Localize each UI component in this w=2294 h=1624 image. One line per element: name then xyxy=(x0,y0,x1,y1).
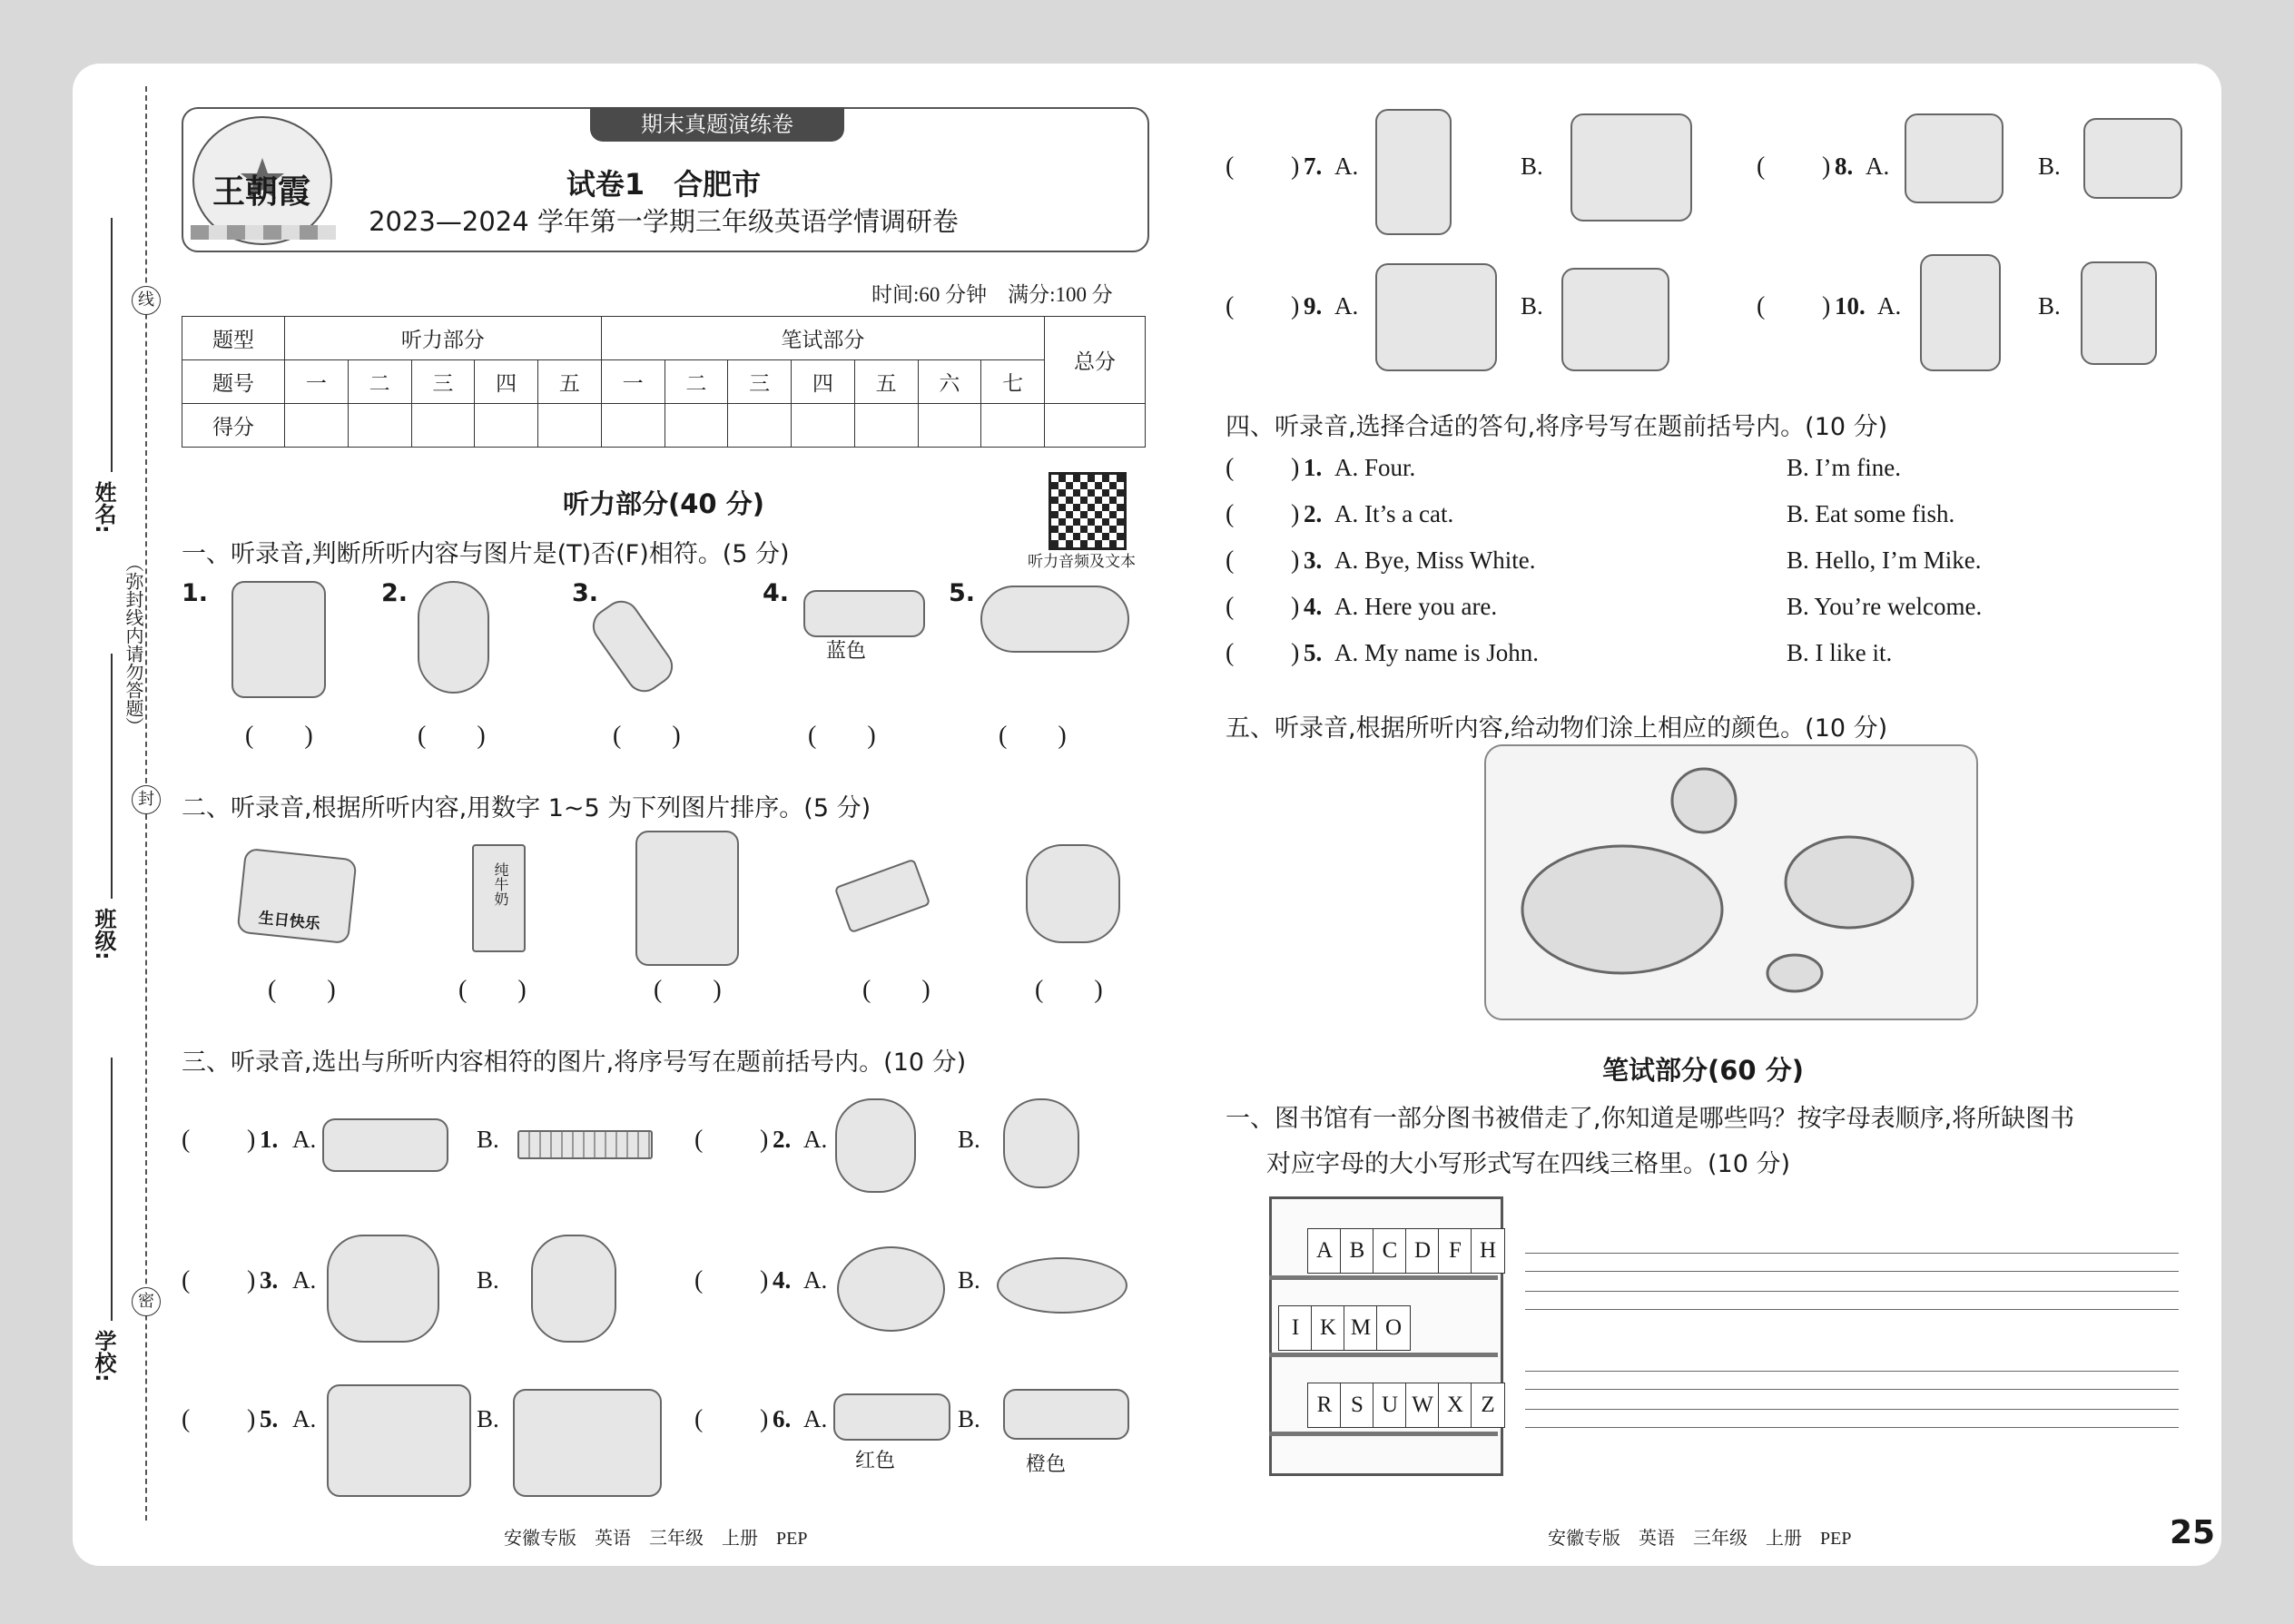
q2-answer-3[interactable]: ( ) xyxy=(654,976,722,1004)
book-letter: S xyxy=(1340,1383,1374,1428)
book-letter: I xyxy=(1278,1305,1313,1351)
q4-paren-open: ( xyxy=(1226,454,1235,482)
book-letter: U xyxy=(1373,1383,1407,1428)
seal-char-2: 封 xyxy=(132,785,161,814)
q3-b-label: B. xyxy=(477,1126,499,1153)
q4-paren-close[interactable]: ) xyxy=(1291,454,1300,482)
book-letter: R xyxy=(1307,1383,1342,1428)
q4-title: 四、听录音,选择合适的答句,将序号写在题前括号内。(10 分) xyxy=(1226,413,1888,441)
q3-num-8: 8. xyxy=(1835,153,1854,180)
book-letter: H xyxy=(1471,1228,1505,1274)
score-cell[interactable] xyxy=(854,404,918,448)
class-label: 班级: xyxy=(91,908,116,960)
table-header-type: 题型 xyxy=(182,317,285,360)
q3-paren-open: ( xyxy=(694,1126,704,1154)
q3-num-2: 2. xyxy=(773,1126,792,1153)
q1-num-2: 2. xyxy=(381,579,409,607)
q1-num-4: 4. xyxy=(763,579,790,607)
q3-b-label: B. xyxy=(477,1405,499,1432)
table-cell: 四 xyxy=(792,360,855,404)
q1-num-5: 5. xyxy=(949,579,976,607)
q4-paren-close[interactable]: ) xyxy=(1291,639,1300,667)
binding-note: （弥封线内请勿答题） xyxy=(123,554,144,735)
q3-paren-close[interactable]: ) xyxy=(247,1405,256,1433)
book-letter: D xyxy=(1405,1228,1440,1274)
q1-answer-4[interactable]: ( ) xyxy=(808,722,876,750)
q2-answer-5[interactable]: ( ) xyxy=(1035,976,1103,1004)
score-cell[interactable] xyxy=(728,404,792,448)
footer-right: 安徽专版 英语 三年级 上册 PEP xyxy=(1548,1529,1852,1549)
family-icon xyxy=(635,831,739,966)
q4-paren-open: ( xyxy=(1226,500,1235,528)
writing-line[interactable] xyxy=(1525,1409,2179,1410)
seal-char-1: 线 xyxy=(132,286,161,315)
q3-paren-open: ( xyxy=(694,1405,704,1433)
table-cell: 七 xyxy=(981,360,1045,404)
list-item xyxy=(1226,454,2188,500)
q3-paren-open: ( xyxy=(182,1405,191,1433)
shelf-board-2 xyxy=(1269,1353,1498,1357)
book-letter: B xyxy=(1340,1228,1374,1274)
q3-paren-open: ( xyxy=(1226,153,1235,181)
q3-b-label: B. xyxy=(477,1266,499,1294)
q3-title: 三、听录音,选出与所听内容相符的图片,将序号写在题前括号内。(10 分) xyxy=(182,1048,967,1077)
q4-num: 1. xyxy=(1304,454,1323,481)
number-eight-icon xyxy=(418,581,489,694)
w1-title-line1: 一、图书馆有一部分图书被借走了,你知道是哪些吗？按字母表顺序,将所缺图书 xyxy=(1226,1105,2075,1133)
girl-cake-icon xyxy=(1375,109,1452,235)
teacher-student-icon xyxy=(513,1389,662,1497)
writing-line[interactable] xyxy=(1525,1371,2179,1372)
table-cell: 一 xyxy=(285,360,349,404)
table-header-total: 总分 xyxy=(1045,317,1146,404)
q3-b-label: B. xyxy=(2038,292,2061,320)
pencil-box-icon xyxy=(322,1118,448,1172)
score-cell[interactable] xyxy=(918,404,981,448)
header-banner: 期末真题演练卷 xyxy=(590,107,844,142)
writing-heading: 笔试部分(60 分) xyxy=(1602,1055,1804,1086)
q3-b-label: B. xyxy=(1521,292,1543,320)
q4-option-a: A. Bye, Miss White. xyxy=(1334,546,1536,574)
q4-num: 4. xyxy=(1304,593,1323,620)
exam-title: 试卷1 合肥市 xyxy=(566,167,762,202)
q1-answer-5[interactable]: ( ) xyxy=(999,722,1067,750)
q3-num-10: 10. xyxy=(1835,292,1866,320)
book-letter: Z xyxy=(1471,1383,1505,1428)
q2-answer-4[interactable]: ( ) xyxy=(862,976,930,1004)
q3-num-4: 4. xyxy=(773,1266,792,1294)
list-item xyxy=(1226,500,2188,546)
birthday-cake-icon xyxy=(1905,113,2004,203)
table-row-label-num: 题号 xyxy=(182,360,285,404)
writing-line[interactable] xyxy=(1525,1271,2179,1272)
q3-paren-open: ( xyxy=(1757,292,1766,320)
q3-a-label: A. xyxy=(1866,153,1890,180)
q1-num-1: 1. xyxy=(182,579,209,607)
book-letter: X xyxy=(1438,1383,1472,1428)
kids-playing-icon xyxy=(1561,268,1669,371)
q3-a-label: A. xyxy=(803,1405,828,1432)
shelf-board-1 xyxy=(1269,1275,1498,1280)
score-cell[interactable] xyxy=(348,404,411,448)
q3-paren-open: ( xyxy=(694,1266,704,1294)
q3-paren-open: ( xyxy=(182,1126,191,1154)
q3-paren-close[interactable]: ) xyxy=(1822,153,1831,181)
table-header-writing: 笔试部分 xyxy=(601,317,1044,360)
q4-option-a: A. My name is John. xyxy=(1334,639,1539,666)
q3-b-label: B. xyxy=(2038,153,2061,180)
q3-a-label: A. xyxy=(1877,292,1902,320)
writing-line[interactable] xyxy=(1525,1389,2179,1390)
q3-paren-close[interactable]: ) xyxy=(1291,292,1300,320)
q3-num-1: 1. xyxy=(260,1126,279,1153)
paint-tube-icon xyxy=(833,1393,950,1441)
q3-a-label: A. xyxy=(292,1126,317,1153)
q3-paren-close[interactable]: ) xyxy=(1822,292,1831,320)
classroom-icon xyxy=(327,1384,471,1497)
q3-a-label: A. xyxy=(292,1266,317,1294)
name-line xyxy=(111,218,113,472)
girl-dancing-icon xyxy=(1920,254,2001,371)
monkey-icon xyxy=(1026,844,1120,943)
q3-paren-close[interactable]: ) xyxy=(247,1266,256,1294)
name-label: 姓名: xyxy=(91,481,116,534)
pizza-icon xyxy=(837,1246,945,1332)
book-letter: O xyxy=(1376,1305,1411,1351)
book-letter: M xyxy=(1344,1305,1378,1351)
q3-paren-open: ( xyxy=(182,1266,191,1294)
q3-paren-close[interactable]: ) xyxy=(1291,153,1300,181)
shelf-board-3 xyxy=(1269,1432,1498,1436)
family-sofa-icon xyxy=(1570,113,1692,221)
q3-paren-close[interactable]: ) xyxy=(760,1266,769,1294)
score-cell[interactable] xyxy=(601,404,665,448)
q3-paren-close[interactable]: ) xyxy=(760,1126,769,1154)
q3-paren-open: ( xyxy=(1757,153,1766,181)
q5-title: 五、听录音,根据所听内容,给动物们涂上相应的颜色。(10 分) xyxy=(1226,714,1888,743)
book-letter: F xyxy=(1438,1228,1472,1274)
q1-caption-blue: 蓝色 xyxy=(826,640,867,663)
q1-answer-1[interactable]: ( ) xyxy=(245,722,313,750)
page-number: 25 xyxy=(2170,1514,2216,1551)
writing-line[interactable] xyxy=(1525,1291,2179,1292)
q2-title: 二、听录音,根据所听内容,用数字 1~5 为下列图片排序。(5 分) xyxy=(182,794,871,822)
score-cell[interactable] xyxy=(411,404,475,448)
score-cell[interactable] xyxy=(1045,404,1146,448)
q4-option-a: A. It’s a cat. xyxy=(1334,500,1454,527)
q3-num-9: 9. xyxy=(1304,292,1323,320)
boy-icon xyxy=(231,581,326,698)
score-cell[interactable] xyxy=(792,404,855,448)
zoo-animals-icon xyxy=(1484,744,1978,1020)
q4-paren-open: ( xyxy=(1226,546,1235,575)
table-cell: 五 xyxy=(854,360,918,404)
q3-a-label: A. xyxy=(1334,292,1359,320)
q3-a-label: A. xyxy=(803,1126,828,1153)
paint-tube-icon xyxy=(1003,1389,1129,1440)
girl-face-icon xyxy=(835,1098,916,1193)
q3-caption-orange: 橙色 xyxy=(1026,1453,1067,1476)
q3-a-label: A. xyxy=(292,1405,317,1432)
q1-answer-3[interactable]: ( ) xyxy=(613,722,681,750)
paint-tube-icon xyxy=(803,590,925,637)
q4-paren-close[interactable]: ) xyxy=(1291,546,1300,575)
book-letter: A xyxy=(1307,1228,1342,1274)
class-line xyxy=(111,654,113,899)
q2-answer-2[interactable]: ( ) xyxy=(458,976,527,1004)
score-cell[interactable] xyxy=(475,404,538,448)
score-cell[interactable] xyxy=(665,404,728,448)
q4-paren-close[interactable]: ) xyxy=(1291,593,1300,621)
birthday-cake-icon xyxy=(2083,118,2182,199)
eggs-plate-icon xyxy=(997,1257,1127,1314)
book-letter: W xyxy=(1405,1383,1440,1428)
q3-paren-open: ( xyxy=(1226,292,1235,320)
book-letter: K xyxy=(1311,1305,1345,1351)
q4-option-b: B. Hello, I’m Mike. xyxy=(1787,546,1982,574)
q3-num-5: 5. xyxy=(260,1405,279,1432)
q4-num: 2. xyxy=(1304,500,1323,527)
q4-paren-open: ( xyxy=(1226,593,1235,621)
table-cell: 四 xyxy=(475,360,538,404)
score-cell[interactable] xyxy=(285,404,349,448)
table-cell: 二 xyxy=(348,360,411,404)
q3-paren-close[interactable]: ) xyxy=(760,1405,769,1433)
writing-line[interactable] xyxy=(1525,1427,2179,1428)
q4-option-b: B. You’re welcome. xyxy=(1787,593,1983,620)
q1-title: 一、听录音,判断所听内容与图片是(T)否(F)相符。(5 分) xyxy=(182,540,790,568)
q4-option-a: A. Four. xyxy=(1334,454,1416,481)
table-cell: 五 xyxy=(538,360,602,404)
q4-option-a: A. Here you are. xyxy=(1334,593,1498,620)
monkey-icon xyxy=(327,1235,439,1343)
score-cell[interactable] xyxy=(981,404,1045,448)
cat-icon xyxy=(531,1235,616,1343)
q4-option-b: B. I like it. xyxy=(1787,639,1893,666)
q4-option-b: B. Eat some fish. xyxy=(1787,500,1955,527)
q3-paren-close[interactable]: ) xyxy=(247,1126,256,1154)
q2-milk-text: 纯牛奶 xyxy=(492,862,509,906)
writing-line[interactable] xyxy=(1525,1309,2179,1310)
table-cell: 三 xyxy=(728,360,792,404)
score-table xyxy=(182,316,1146,448)
table-cell: 一 xyxy=(601,360,665,404)
fish-plate-icon xyxy=(980,586,1129,653)
book-letter: C xyxy=(1373,1228,1407,1274)
w1-title-line2: 对应字母的大小写形式写在四线三格里。(10 分) xyxy=(1266,1150,1791,1178)
logo-text: 王朝霞 xyxy=(212,173,310,210)
writing-line[interactable] xyxy=(1525,1253,2179,1254)
q4-option-b: B. I’m fine. xyxy=(1787,454,1901,481)
q1-num-3: 3. xyxy=(572,579,599,607)
list-item xyxy=(1226,546,2188,593)
q2-answer-1[interactable]: ( ) xyxy=(268,976,336,1004)
boy-face-icon xyxy=(1003,1098,1079,1188)
exam-subtitle: 2023—2024 学年第一学期三年级英语学情调研卷 xyxy=(369,206,959,237)
school-line xyxy=(111,1058,113,1321)
table-header-listening: 听力部分 xyxy=(285,317,602,360)
q3-a-label: A. xyxy=(1334,153,1359,180)
q3-b-label: B. xyxy=(958,1266,980,1294)
table-row-label-score: 得分 xyxy=(182,404,285,448)
q3-num-7: 7. xyxy=(1304,153,1323,180)
zoo-scene-icon xyxy=(1486,746,1976,1019)
q3-caption-red: 红色 xyxy=(855,1450,896,1472)
seal-char-3: 密 xyxy=(132,1287,161,1316)
footer-left: 安徽专版 英语 三年级 上册 PEP xyxy=(504,1529,808,1549)
q3-b-label: B. xyxy=(958,1126,980,1153)
school-label: 学校: xyxy=(91,1330,116,1383)
bears-icon xyxy=(1375,263,1497,371)
qr-code-icon[interactable] xyxy=(1049,472,1127,550)
q4-num: 3. xyxy=(1304,546,1323,574)
score-cell[interactable] xyxy=(538,404,602,448)
q2-card-text: 生日快乐 xyxy=(257,909,321,934)
q3-num-6: 6. xyxy=(773,1405,792,1432)
q3-num-3: 3. xyxy=(260,1266,279,1294)
table-cell: 六 xyxy=(918,360,981,404)
q3-b-label: B. xyxy=(1521,153,1543,180)
q4-paren-open: ( xyxy=(1226,639,1235,667)
qr-caption: 听力音频及文本 xyxy=(1028,553,1136,571)
list-item xyxy=(1226,639,2188,685)
table-cell: 三 xyxy=(411,360,475,404)
time-score: 时间:60 分钟 满分:100 分 xyxy=(871,283,1113,306)
listening-heading: 听力部分(40 分) xyxy=(563,488,764,519)
q4-paren-close[interactable]: ) xyxy=(1291,500,1300,528)
q3-b-label: B. xyxy=(958,1405,980,1432)
ruler-icon xyxy=(517,1130,653,1159)
table-cell: 二 xyxy=(665,360,728,404)
list-item xyxy=(1226,593,2188,639)
q3-a-label: A. xyxy=(803,1266,828,1294)
q4-num: 5. xyxy=(1304,639,1323,666)
q4-list xyxy=(1226,454,2188,685)
boy-bowing-icon xyxy=(2081,261,2157,365)
q1-answer-2[interactable]: ( ) xyxy=(418,722,486,750)
